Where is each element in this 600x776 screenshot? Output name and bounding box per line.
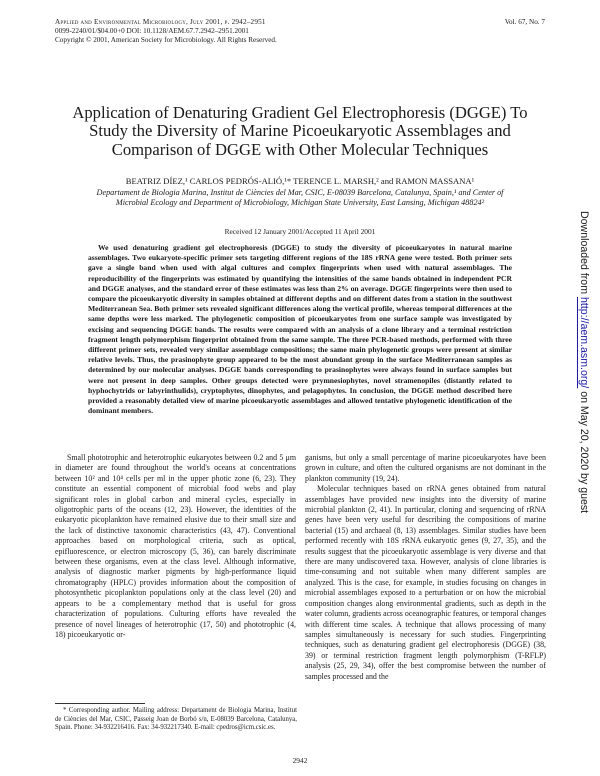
volume-issue: Vol. 67, No. 7: [504, 18, 545, 26]
paragraph: Molecular techniques based on rRNA genes obtained from natural assemblages have provided new insights into the diversity of marine microbial plankton (2, 41). In particular, cloning and sequencing of rRNA genes have been very useful for describing the compositions of marine bacterial (15) and archaeal (8, 13) assemblages. Similar studies have been performed recently with 18S rRNA eukaryotic genes (9, 27, 35), and the results suggest that the picoeukaryotic assemblage is very diverse and that there are many undiscovered taxa. However, analysis of clone libraries is time-consuming and not suitable when many different samples are analyzed. This is the case, for example, in studies focusing on changes in microbial assemblages exposed to a perturbation or on how the microbial composition changes along environmental gradients, such as depth in the water column, gradients across oceanographic features, or temporal changes with different time scales. A technique that allows processing of many samples simultaneously is necessary for such studies. Fingerprinting techniques, such as denaturing gradient gel electrophoresis (DGGE) (38, 39) or terminal restriction fragment length polymorphism (T-RFLP) analysis (25, 29, 34), offer the best compromise between the number of samples processed and the: [305, 484, 546, 681]
author-list: BEATRIZ DÍEZ,¹ CARLOS PEDRÓS-ALIÓ,¹* TERENCE L. MARSH,² and RAMON MASSANA¹: [125, 176, 475, 186]
footnote-corresponding-author: * Corresponding author. Mailing address: Departament de Biologia Marina, Institut de Ciències del Mar, CSIC, Passeig Joan de Borbó s/n, E-08039 Barcelona, Catalunya, Spain. Phone: 34-932216416. Fax: 34-932217340. E-mail: cpedros@icm.csic.es.: [55, 707, 297, 732]
body-column-left: [55, 453, 296, 640]
page-number: 2942: [292, 756, 308, 765]
affiliation: Departament de Biologia Marina, Institut de Ciències del Mar, CSIC, E-08039 Barcelona, Catalunya, Spain,¹ and Center of Microbial Ecology and Department of Microbiology, Michigan State University, East Lansing, Michigan 48824²: [96, 188, 504, 208]
body-column-right: [305, 453, 546, 682]
watermark-link[interactable]: http://aem.asm.org/: [578, 296, 590, 389]
watermark-suffix: on May 20, 2020 by guest: [578, 388, 590, 514]
article-title: Application of Denaturing Gradient Gel Electrophoresis (DGGE) To Study the Diversity of Marine Picoeukaryotic Assemblages and Comparison of DGGE with Other Molecular Techniques: [72, 103, 528, 159]
download-watermark: [578, 211, 590, 513]
journal-citation: Applied and Environmental Microbiology, July 2001, p. 2942–2951: [55, 18, 266, 26]
received-dates: Received 12 January 2001/Accepted 11 April 2001: [224, 227, 376, 236]
issn-doi: 0099-2240/01/$04.00+0 DOI: 10.1128/AEM.67.7.2942–2951.2001: [55, 27, 249, 35]
paragraph: Small phototrophic and heterotrophic eukaryotes between 0.2 and 5 μm in diameter are found throughout the world's oceans at concentrations between 10² and 10⁴ cells per ml in the upper photic zone (6, 23). They constitute an essential component of microbial food webs and play significant roles in global carbon and mineral cycles, especially in oligotrophic parts of the oceans (12, 23). However, the identities of the eukaryotic picoplankton have remained elusive due to their small size and the lack of distinctive taxonomic characteristics (43, 47). Conventional approaches based on morphological criteria, such as optical, epifluorescence, or electron microscopy (5, 36), can barely discriminate between these organisms, even at the class level. Although informative, analysis of diagnostic marker pigments by high-performance liquid chromatography (HPLC) provides information about the composition of photosynthetic picoplankton populations only at the class level (20) and appears to be a complementary method that is useful for gross characterization of populations. Culturing efforts have revealed the presence of novel lineages of heterotrophic (17, 50) and phototrophic (4, 18) picoeukaryotic or-: [55, 453, 296, 639]
footnote-divider: [55, 703, 145, 704]
paragraph: ganisms, but only a small percentage of marine picoeukaryotes have been grown in culture, and often the cultured organisms are not dominant in the plankton community (19, 24).: [305, 453, 546, 483]
abstract: We used denaturing gradient gel electrophoresis (DGGE) to study the diversity of picoeukaryotes in natural marine assemblages. Two eukaryote-specific primer sets targeting different regions of the 18S rRNA gene were tested. Both primer sets gave a single band when used with algal cultures and complex fingerprints when used with natural assemblages. The reproducibility of the fingerprints was estimated by quantifying the intensities of the same bands obtained in independent PCR and DGGE analyses, and the standard error of these estimates was less than 2% on average. DGGE fingerprints were then used to compare the picoeukaryotic diversity in samples obtained at different depths and on different dates from a station in the southwest Mediterranean Sea. Both primer sets revealed significant differences along the vertical profile, whereas temporal differences at the same depths were less marked. The phylogenetic composition of picoeukaryotes from one surface sample was investigated by excising and sequencing DGGE bands. The results were compared with an analysis of a clone library and a terminal restriction fragment length polymorphism fingerprint obtained from the same sample. The three PCR-based methods, performed with three different primer sets, revealed very similar assemblage compositions; the same main phylogenetic groups were present at similar relative levels. Thus, the prasinophyte group appeared to be the most abundant group in the surface Mediterranean samples as determined by our molecular analyses. DGGE bands corresponding to prasinophytes were always found in surface samples but were not present in deep samples. Other groups detected were prymnesiophytes, novel stramenopiles (distantly related to hyphochytrids or labyrinthulids), cryptophytes, dinophytes, and pelagophytes. In conclusion, the DGGE method described here provided a reasonably detailed view of marine picoeukaryotic assemblages and allowed tentative phylogenetic identification of the dominant members.: [88, 243, 512, 416]
running-header: [55, 18, 545, 45]
watermark-prefix: Downloaded from: [578, 211, 590, 297]
copyright: Copyright © 2001, American Society for Microbiology. All Rights Reserved.: [55, 36, 277, 44]
